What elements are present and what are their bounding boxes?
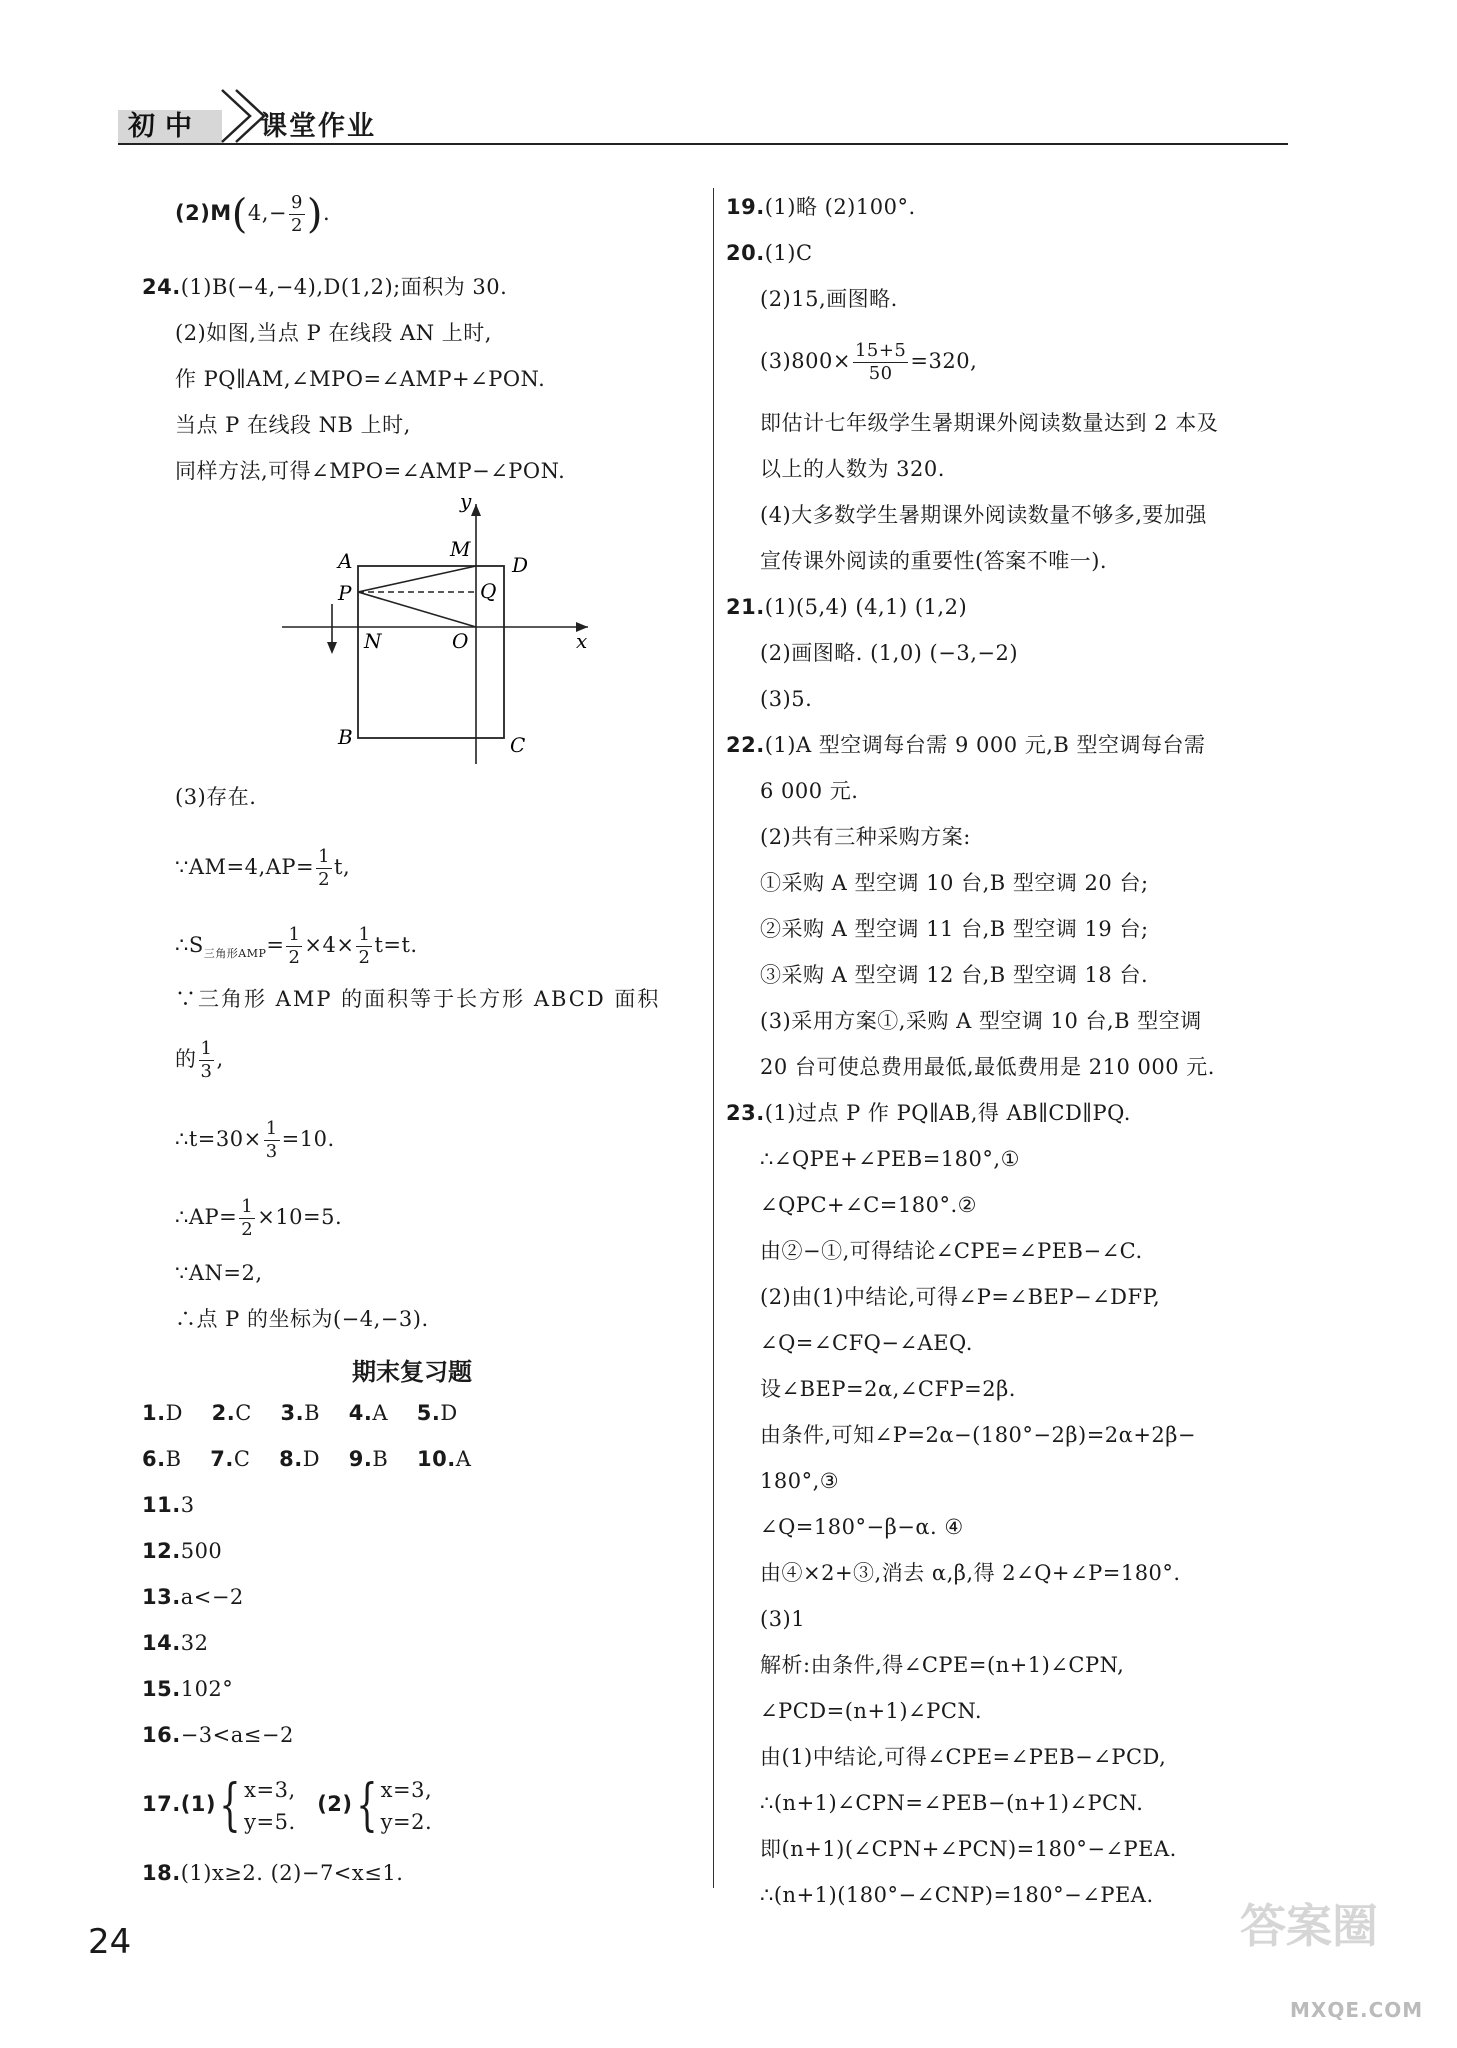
question-22: 22.(1)A 型空调每台需 9 000 元,B 型空调每台需: [726, 733, 1206, 757]
mc-row-2: 6.B 7.C 8.D 9.B 10.A: [142, 1447, 472, 1471]
answer-line: (3)1: [760, 1607, 806, 1631]
answer-line: (2)如图,当点 P 在线段 AN 上时,: [175, 321, 492, 345]
answer-line: 解析:由条件,得∠CPE=(n+1)∠CPN,: [760, 1653, 1125, 1677]
question-13: 13.a<−2: [142, 1585, 244, 1609]
label-N: N: [364, 629, 382, 653]
answer-line: (2)15,画图略.: [760, 287, 898, 311]
answer-line: ∠QPC+∠C=180°.②: [760, 1193, 977, 1217]
answer-line: 即(n+1)(∠CPN+∠PCN)=180°−∠PEA.: [760, 1837, 1177, 1861]
answer-line: 20 台可使总费用最低,最低费用是 210 000 元.: [760, 1055, 1215, 1079]
answer-line: (3)800× $\frac{15+5}{50}$ =320,: [760, 340, 978, 384]
label-D: D: [512, 553, 529, 577]
answer-line: (4)大多数学生暑期课外阅读数量不够多,要加强: [760, 503, 1207, 527]
answer-line: ∵AN=2,: [175, 1261, 263, 1285]
answer-line: 由(1)中结论,可得∠CPE=∠PEB−∠PCD,: [760, 1745, 1167, 1769]
answer-line: (3)采用方案①,采购 A 型空调 10 台,B 型空调: [760, 1009, 1202, 1033]
question-11: 11.3: [142, 1493, 195, 1517]
page-number: 24: [88, 1922, 132, 1962]
question-15: 15.102°: [142, 1677, 234, 1701]
mc-row-1: 1.D 2.C 3.B 4.A 5.D: [142, 1401, 458, 1425]
coordinate-figure: [270, 492, 600, 772]
label-P: P: [338, 581, 352, 605]
answer-line: $\therefore S_{三角形AMP}=$ $\frac{1}{2}$ ×4× $\frac{1}{2}$ t=t.: [175, 924, 418, 968]
answer-line: ∴AP= $\frac{1}{2}$ ×10=5.: [175, 1196, 343, 1240]
question-21: 21.(1)(5,4) (4,1) (1,2): [726, 595, 968, 619]
header-badge: 初中: [118, 110, 222, 144]
answer-line: ∴(n+1)(180°−∠CNP)=180°−∠PEA.: [760, 1883, 1154, 1907]
answer-line: ∴t=30× $\frac{1}{3}$ =10.: [175, 1118, 335, 1162]
column-divider: [713, 188, 714, 1888]
answer-line: 180°,③: [760, 1469, 840, 1493]
answer-line: (3)存在.: [175, 785, 257, 809]
question-14: 14.32: [142, 1631, 209, 1655]
section-title: 期末复习题: [352, 1358, 472, 1386]
answer-line: 当点 P 在线段 NB 上时,: [175, 413, 411, 437]
header-title: 课堂作业: [260, 111, 376, 142]
answer-line: 由④×2+③,消去 α,β,得 2∠Q+∠P=180°.: [760, 1561, 1181, 1585]
answer-line: ①采购 A 型空调 10 台,B 型空调 20 台;: [760, 871, 1149, 895]
header-rule: [118, 143, 1288, 145]
question-19: 19.(1)略 (2)100°.: [726, 195, 916, 219]
question-24: 24.(1)B(−4,−4),D(1,2);面积为 30.: [142, 275, 508, 299]
answer-line: ∠Q=180°−β−α. ④: [760, 1515, 964, 1539]
answer-line: 以上的人数为 320.: [760, 457, 945, 481]
answer-line: ③采购 A 型空调 12 台,B 型空调 18 台.: [760, 963, 1149, 987]
answer-line: (2)M(4,− $\frac{9}{2}$ ).: [175, 191, 331, 238]
label-x: x: [576, 629, 588, 653]
answer-line: 由条件,可知∠P=2α−(180°−2β)=2α+2β−: [760, 1423, 1197, 1447]
answer-line: 即估计七年级学生暑期课外阅读数量达到 2 本及: [760, 411, 1219, 435]
question-16: 16.−3<a≤−2: [142, 1723, 294, 1747]
watermark-url: MXQE.COM: [1290, 1998, 1424, 2022]
answer-line: ∴(n+1)∠CPN=∠PEB−(n+1)∠PCN.: [760, 1791, 1144, 1815]
label-Q: Q: [480, 579, 497, 603]
answer-line: 作 PQ∥AM,∠MPO=∠AMP+∠PON.: [175, 367, 546, 391]
answer-line: 由②−①,可得结论∠CPE=∠PEB−∠C.: [760, 1239, 1143, 1263]
answer-line: ∠PCD=(n+1)∠PCN.: [760, 1699, 983, 1723]
answer-line: ②采购 A 型空调 11 台,B 型空调 19 台;: [760, 917, 1149, 941]
answer-line: ∴∠QPE+∠PEB=180°,①: [760, 1147, 1020, 1171]
label-A: A: [338, 549, 353, 573]
question-20: 20.(1)C: [726, 241, 813, 265]
answer-line: (3)5.: [760, 687, 813, 711]
answer-line: (2)共有三种采购方案:: [760, 825, 971, 849]
answer-line: ∠Q=∠CFQ−∠AEQ.: [760, 1331, 973, 1355]
label-M: M: [450, 537, 471, 561]
answer-line: (2)由(1)中结论,可得∠P=∠BEP−∠DFP,: [760, 1285, 1161, 1309]
label-B: B: [338, 725, 353, 749]
question-23: 23.(1)过点 P 作 PQ∥AB,得 AB∥CD∥PQ.: [726, 1101, 1131, 1125]
answer-line: 的 $\frac{1}{3}$ ,: [175, 1038, 224, 1082]
answer-line: 宣传课外阅读的重要性(答案不唯一).: [760, 549, 1108, 573]
answer-line: 设∠BEP=2α,∠CFP=2β.: [760, 1377, 1016, 1401]
answer-line: ∵AM=4,AP= $\frac{1}{2}$ t,: [175, 846, 351, 890]
watermark-logo: 答案圈: [1240, 1899, 1378, 1953]
answer-line: (2)画图略. (1,0) (−3,−2): [760, 641, 1019, 665]
question-17: 17.(1){ x=3, y=5. (2){ x=3, y=2.: [142, 1772, 433, 1838]
page-header: [118, 84, 1288, 144]
label-C: C: [510, 733, 526, 757]
answer-line: ∵三角形 AMP 的面积等于长方形 ABCD 面积: [175, 987, 661, 1011]
answer-line: ∴点 P 的坐标为(−4,−3).: [175, 1307, 429, 1331]
label-y: y: [460, 492, 472, 513]
answer-line: 同样方法,可得∠MPO=∠AMP−∠PON.: [175, 459, 566, 483]
answer-line: 6 000 元.: [760, 779, 859, 803]
question-12: 12.500: [142, 1539, 223, 1563]
label-O: O: [452, 629, 469, 653]
question-18: 18.(1)x≥2. (2)−7<x≤1.: [142, 1861, 404, 1885]
